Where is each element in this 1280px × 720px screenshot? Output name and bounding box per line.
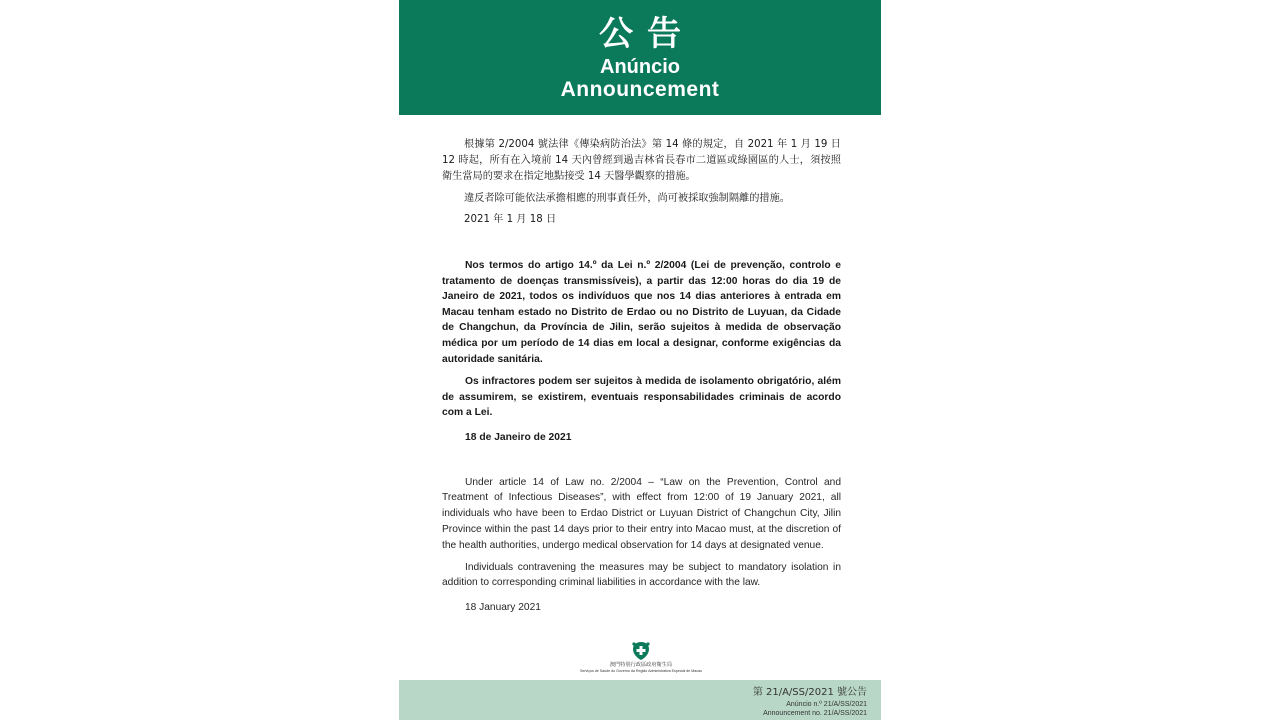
logo-name-chinese: 澳門特別行政區政府衛生局 [609, 662, 673, 668]
health-bureau-emblem-icon [630, 641, 652, 661]
chinese-section [442, 137, 841, 228]
announcement-body [442, 137, 841, 616]
english-paragraph-1: Under article 14 of Law no. 2/2004 – “Law on the Prevention, Control and Treatment of Infectious Diseases”, with effect from 12:00 of 19 January 2021, all individuals who have been to Erdao District or Luyuan District of Changchun City, Jilin Province within the past 14 days prior to their entry into Macao must, at the discretion of the health authorities, undergo medical observation for 14 days at designated venue. [442, 476, 841, 551]
portuguese-section [442, 258, 841, 446]
chinese-date: 2021 年 1 月 18 日 [464, 214, 557, 225]
reference-number-chinese: 第 21/A/SS/2021 號公告 [752, 687, 867, 698]
announcement-poster [399, 0, 881, 720]
logo-name-portuguese: Serviços de Saúde do Governo da Região Administrativa Especial de Macau [579, 669, 703, 673]
portuguese-date: 18 de Janeiro de 2021 [465, 431, 572, 443]
english-section [442, 475, 841, 616]
title-chinese: 公告 [599, 14, 695, 54]
reference-number-english: Announcement no. 21/A/SS/2021 [763, 710, 867, 717]
portuguese-paragraph-1: Nos termos do artigo 14.º da Lei n.º 2/2004 (Lei de prevenção, controlo e tratamento de doenças transmissíveis), a partir das 12:00 horas do dia 19 de Janeiro de 2021, todos os indivíduos que nos 14 dias anteriores à entrada em Macau tenham estado no Distrito de Erdao ou no Distrito de Luyuan, da Cidade de Changchun, da Província de Jilin, serão sujeitos à medida de observação médica por um período de 14 dias em local a designar, conforme exigências da autoridade sanitária. [442, 260, 841, 365]
chinese-paragraph-1: 根據第 2/2004 號法律《傳染病防治法》第 14 條的規定，自 2021 年 1 月 19 日 12 時起，所有在入境前 14 天內曾經到過吉林省長春市二道區或綠園區的人士，須按照衛生當局的要求在指定地點接受 14 天醫學觀察的措施。 [442, 139, 841, 182]
english-date: 18 January 2021 [465, 602, 541, 614]
title-portuguese: Anúncio [600, 56, 680, 78]
poster-footer [399, 680, 881, 720]
portuguese-paragraph-2: Os infractores podem ser sujeitos à medida de isolamento obrigatório, além de assumirem, se existirem, eventuais responsabilidades criminais de acordo com a Lei. [442, 376, 841, 419]
health-bureau-logo [579, 641, 703, 677]
chinese-paragraph-2: 違反者除可能依法承擔相應的刑事責任外，尚可被採取強制隔離的措施。 [464, 193, 790, 204]
english-paragraph-2: Individuals contravening the measures may be subject to mandatory isolation in addition to corresponding criminal liabilities in accordance with the law. [442, 561, 841, 589]
poster-header [399, 0, 881, 115]
title-english: Announcement [560, 78, 720, 101]
reference-number-portuguese: Anúncio n.º 21/A/SS/2021 [786, 701, 867, 708]
